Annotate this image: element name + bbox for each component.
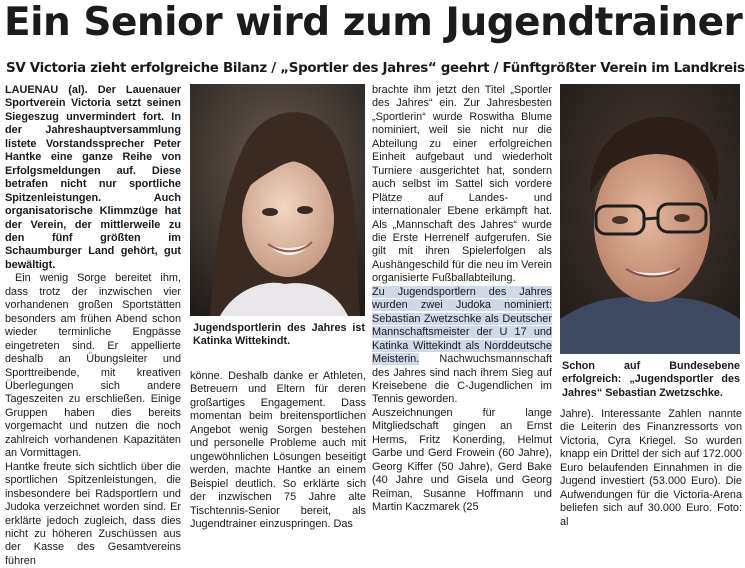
- body-text: Nachwuchsmannschaft des Jahres sind nach ihrem Sieg auf Kreisebene die C-Jugendlichen im Tennis geworden.: [372, 353, 552, 406]
- photo-sebastian-zwetzschke: [560, 84, 740, 354]
- photo-caption: Schon auf Bundesebene erfolgreich: „Jugendsportler des Jahres“ Sebastian Zwetzschke.: [562, 360, 740, 399]
- lead-paragraph: LAUENAU (al). Der Lauenauer Sportverein Victoria setzt seinen Siegeszug unvermindert fort. In der Jahreshauptversammlung listete Vorstandssprecher Peter Hantke eine ganze Reihe von Erfolgsmeldungen auf. Diese betrafen nicht nur sportliche Spitzenleistungen. Auch organisatorische Klimmzüge hat der Verein, der mittlerweile zu den fünf größten im Schaumburger Land gehört, gut bewältigt.: [5, 84, 181, 271]
- girl-portrait-image: [190, 84, 365, 316]
- column-2: [190, 370, 366, 529]
- body-paragraph: Ein wenig Sorge bereitet ihm, dass trotz der inzwischen vier vorhandenen großen Sportstätten besonders am frühen Abend schon wieder terminliche Engpässe eingetreten sind. Er appellierte deshalb an Übungsleiter und Sporttreibende, mit kreativen Überlegungen sich andere Tageszeiten zu erschließen. Einige Gruppen haben dies bereits vorgemacht und nutzen die noch zahlreich vorhandenen Kapazitäten an Vormittagen.: [5, 272, 181, 460]
- boy-portrait-image: [560, 84, 740, 354]
- body-paragraph: Jahre). Interessante Zahlen nannte die Leiterin des Finanzressorts von Victoria, Cyra Kriegel. So wurden knapp ein Drittel der sich auf 172.000 Euro belaufenden Einnahmen in die Jugend investiert (53.000 Euro). Die Aufwendungen für die Victoria-Arena beliefen sich auf 30.000 Euro. Foto: al: [560, 408, 742, 528]
- body-paragraph: Auszeichnungen für lange Mitgliedschaft gingen an Ernst Herms, Fritz Konerding, Helmut Garbe und Gerd Frowein (60 Jahre), Georg Kiffer (50 Jahre), Gerd Bake (40 Jahre und Gisela und Georg Reiman, Susanne Hoffmann und Martin Kaczmarek (25: [372, 406, 552, 514]
- subheadline: SV Victoria zieht erfolgreiche Bilanz / „Sportler des Jahres“ geehrt / Fünftgrößter Verein im Landkreis: [6, 61, 745, 76]
- body-paragraph: [372, 286, 552, 407]
- body-paragraph: Hantke freute sich sichtlich über die sportlichen Spitzenleistungen, die insbesondere bei Radsportlern und Judoka verzeichnet worden sind. Er erklärte jedoch zugleich, dass dies nicht zu höheren Zuschüssen aus der Kasse des Gesamtvereins führen: [5, 460, 181, 567]
- headline: Ein Senior wird zum Jugendtrainer: [4, 0, 743, 45]
- highlighted-text: Zu Jugendsportlern des Jahres wurden zwei Judoka nominiert: Sebastian Zwetzschke als Deutscher Mannschaftsmeister der U 17 und Katinka Wittekindt als Norddeutsche Meisterin.: [372, 285, 552, 366]
- body-paragraph: könne. Deshalb danke er Athleten, Betreuern und Eltern für deren großartiges Engagement. Dass momentan beim breitensportlichen Angebot wenig Sorgen bestehen und personelle Probleme auch mit ungewöhnlichen Lösungen beseitigt werden, machte Hantke an einem Beispiel deutlich. So erklärte sich der inzwischen 75 Jahre alte Tischtennis-Senior bereit, als Jugendtrainer einzuspringen. Das: [190, 370, 366, 530]
- body-paragraph: brachte ihm jetzt den Titel „Sportler des Jahres“ ein. Zur Jahresbesten „Sportlerin“ wurde Roswitha Blume nominiert, weil sie nicht nur die Abteilung zu einer erfolgreichen Einheit aufgebaut und wiederholt Turniere ausgerichtet hat, sondern auch selbst im Sattel sich vordere Plätze auf Landes- und internationaler Ebene erkämpft hat. Als „Mannschaft des Jahres“ wurde die Erste Herrenelf aufgerufen. Sie gilt mit ihren Spielerfolgen als Aushängeschild für die neu im Verein organisierte Fußballabteilung.: [372, 84, 552, 285]
- column-1: [5, 84, 181, 567]
- column-4: [560, 408, 742, 529]
- column-3: [372, 84, 552, 529]
- photo-caption: Jugendsportlerin des Jahres ist Katinka Wittekindt.: [193, 322, 365, 348]
- photo-katinka-wittekindt: [190, 84, 365, 316]
